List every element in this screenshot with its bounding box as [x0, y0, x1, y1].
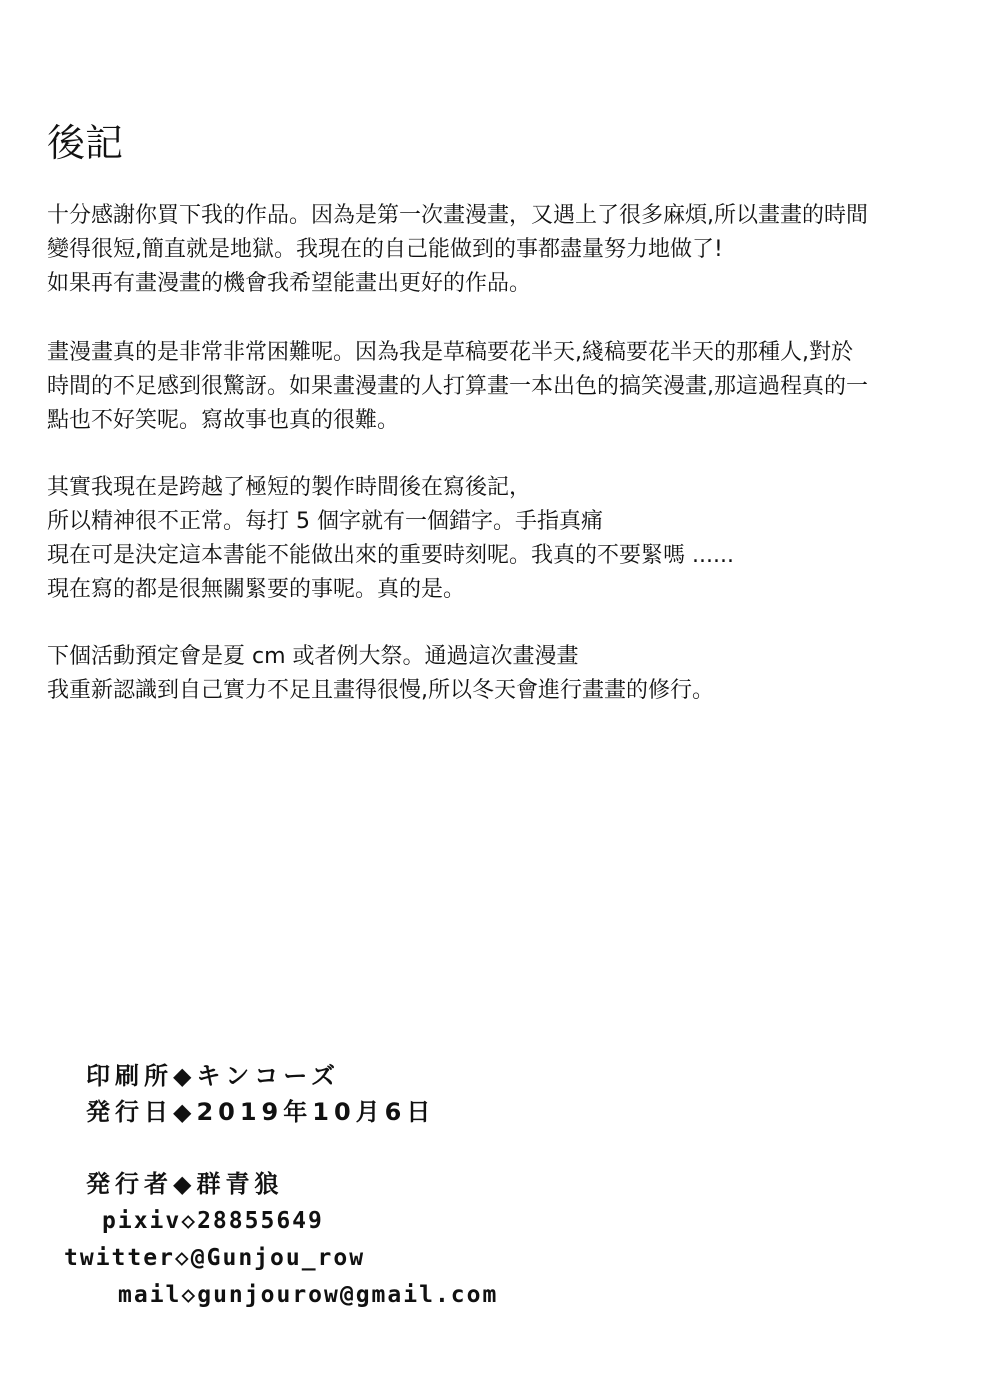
colophon-pixiv: pixiv◇28855649: [102, 1208, 324, 1234]
paragraph-line: 其實我現在是跨越了極短的製作時間後在寫後記，: [47, 475, 532, 500]
afterword-paragraph-2: [47, 336, 868, 438]
paragraph-line: 下個活動預定會是夏 cm 或者例大祭。通過這次畫漫畫: [47, 644, 579, 669]
paragraph-line: 時間的不足感到很驚訝。如果畫漫畫的人打算畫一本出色的搞笑漫畫,那這過程真的一: [47, 374, 868, 399]
page-title: 後記: [47, 121, 124, 165]
colophon-issue-date: 発行日◆2019年10月6日: [86, 1098, 436, 1126]
paragraph-line: 所以精神很不正常。每打 5 個字就有一個錯字。手指真痛: [47, 509, 603, 534]
paragraph-line: 畫漫畫真的是非常非常困難呢。因為我是草稿要花半天,綫稿要花半天的那種人,對於: [47, 340, 853, 365]
paragraph-line: 如果再有畫漫畫的機會我希望能畫出更好的作品。: [47, 271, 532, 296]
paragraph-line: 現在寫的都是很無關緊要的事呢。真的是。: [47, 577, 466, 602]
colophon-mail: mail◇gunjourow@gmail.com: [118, 1282, 499, 1308]
colophon-printer: 印刷所◆キンコーズ: [86, 1062, 341, 1090]
paragraph-line: 變得很短,簡直就是地獄。我現在的自己能做到的事都盡量努力地做了!: [47, 237, 723, 262]
colophon-twitter: twitter◇@Gunjou_row: [64, 1245, 366, 1271]
paragraph-line: 我重新認識到自己實力不足且畫得很慢,所以冬天會進行畫畫的修行。: [47, 678, 714, 703]
paragraph-line: 現在可是決定這本書能不能做出來的重要時刻呢。我真的不要緊嗎 ......: [47, 543, 734, 568]
afterword-paragraph-4: [47, 640, 714, 708]
paragraph-line: 點也不好笑呢。寫故事也真的很難。: [47, 408, 400, 433]
colophon-publisher: 発行者◆群青狼: [86, 1170, 284, 1198]
afterword-paragraph-3: [47, 471, 734, 607]
afterword-paragraph-1: [47, 199, 868, 301]
paragraph-line: 十分感謝你買下我的作品。因為是第一次畫漫畫，又遇上了很多麻煩,所以畫畫的時間: [47, 203, 868, 228]
